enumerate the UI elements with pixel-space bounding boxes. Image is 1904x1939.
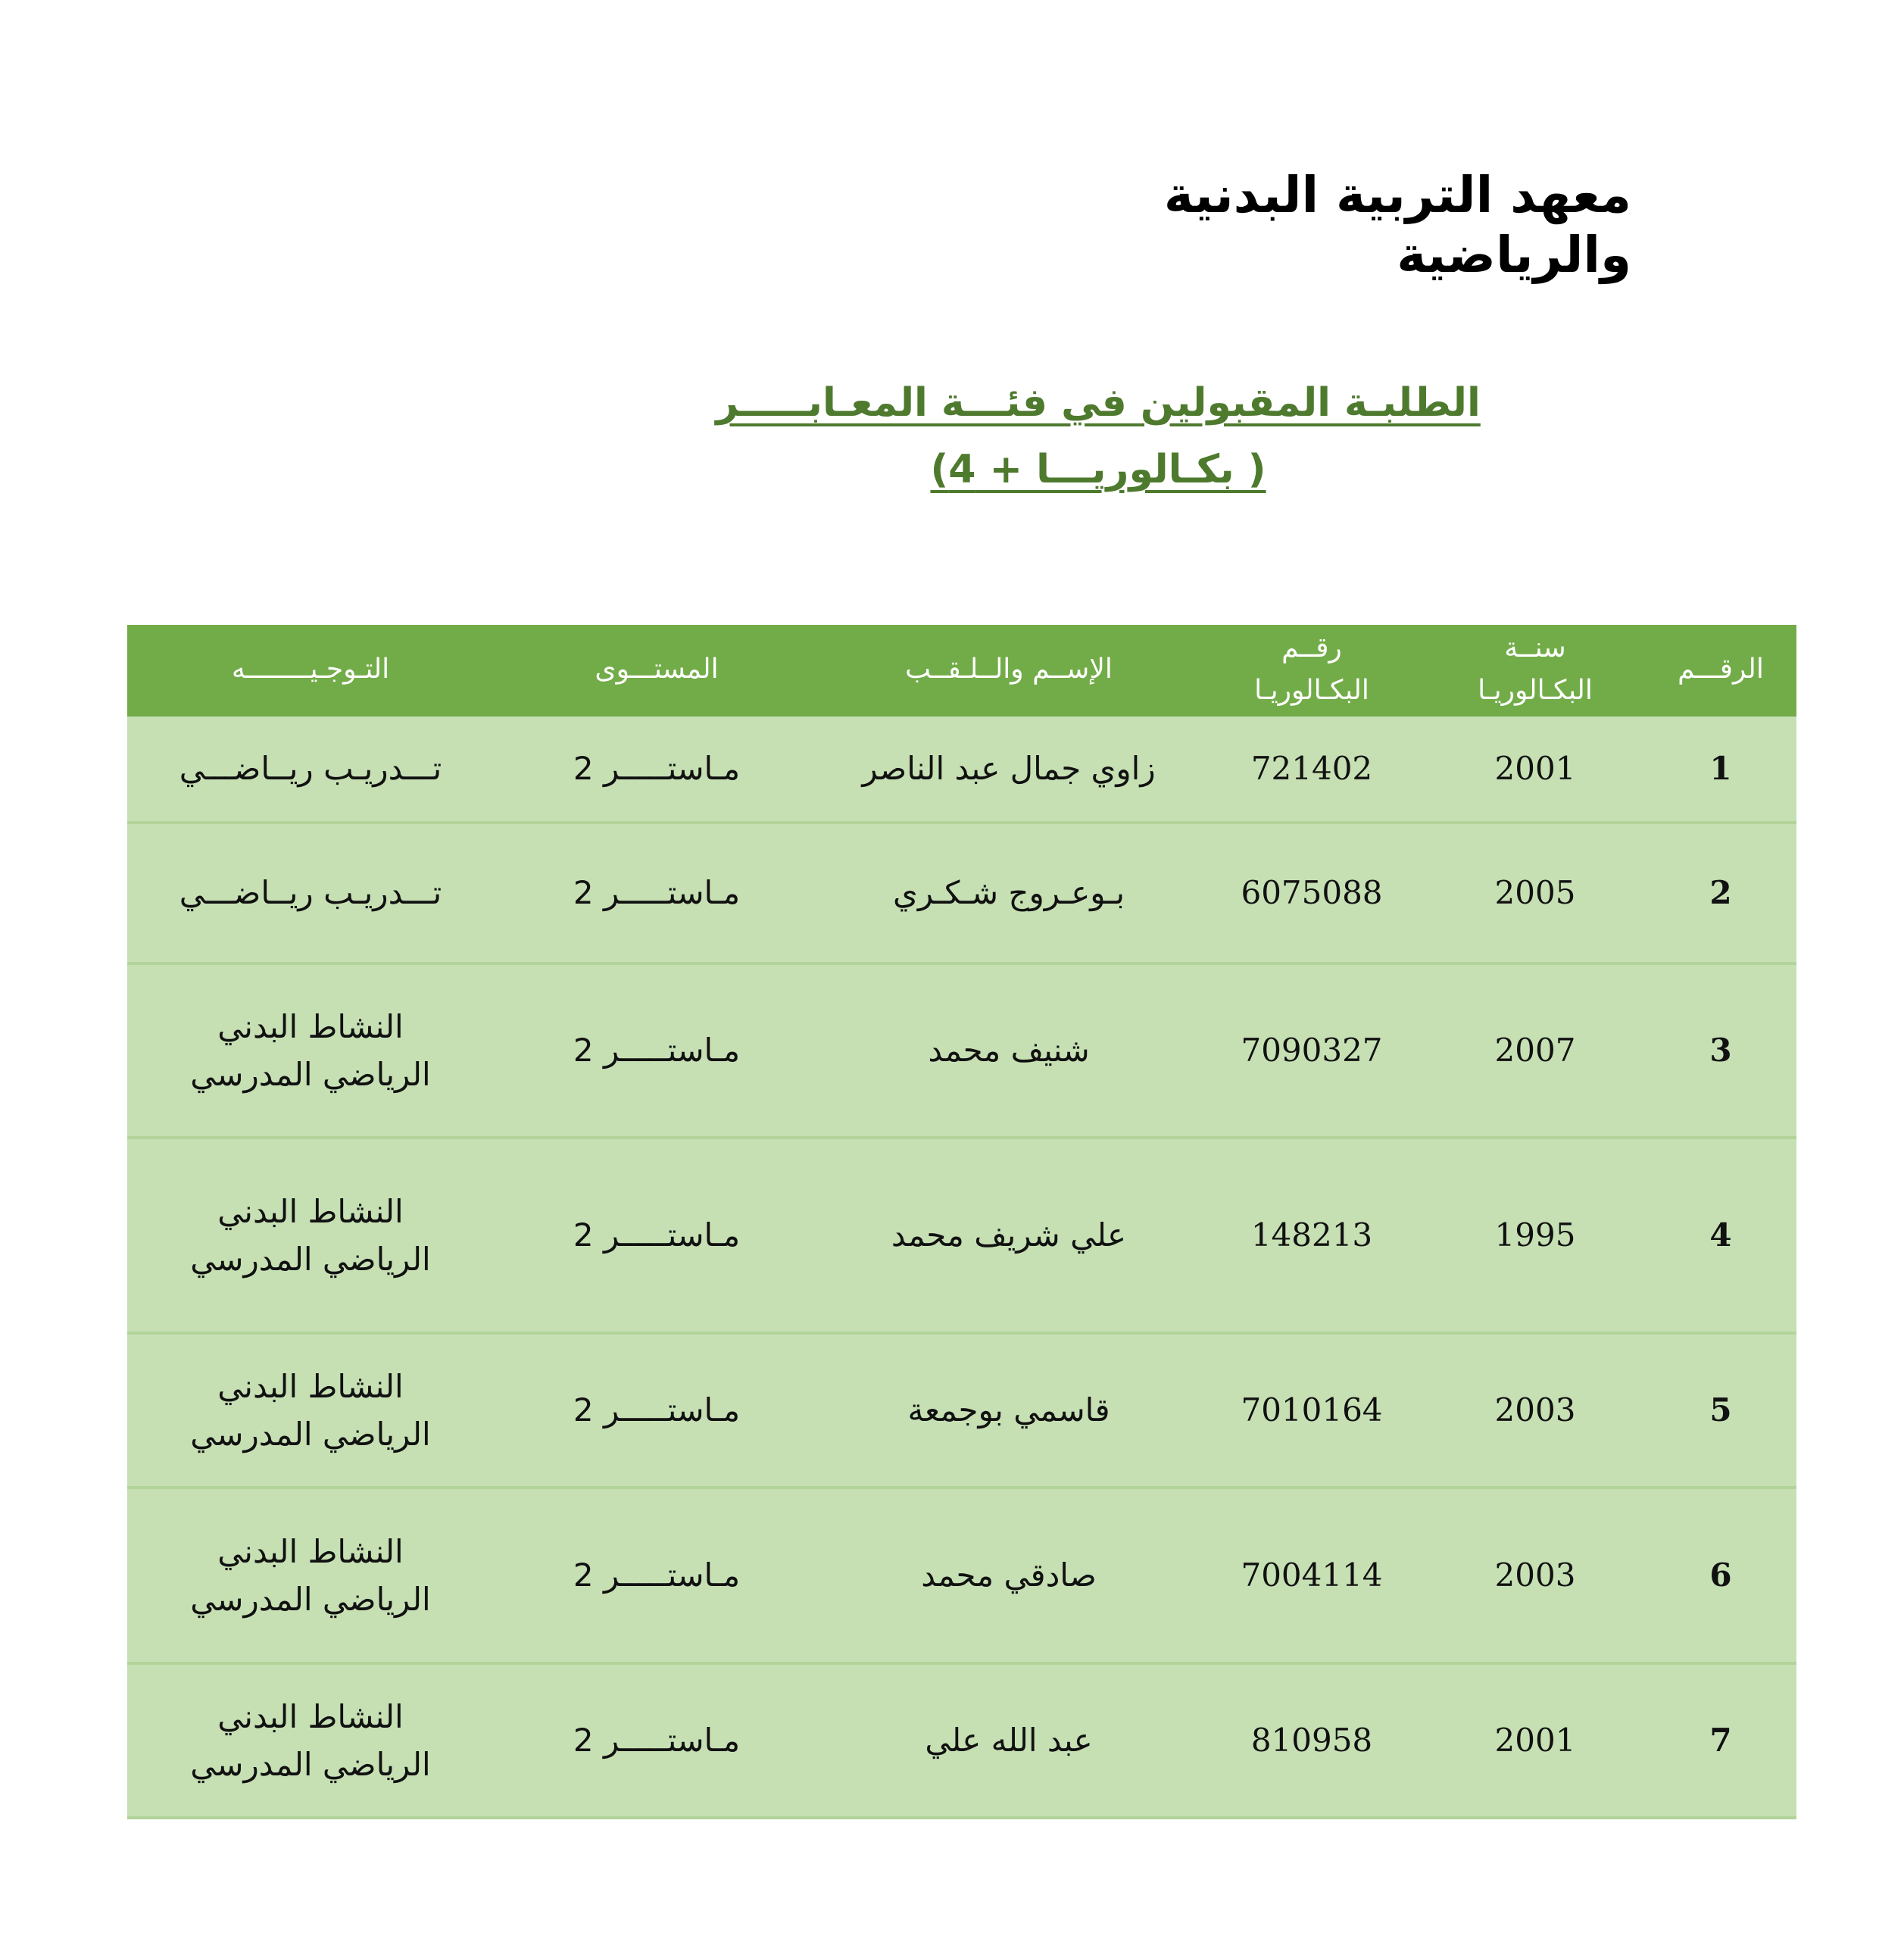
cell-bac-number: 148213: [1198, 1138, 1425, 1333]
cell-name: علي شريف محمد: [819, 1138, 1198, 1333]
table-header-row: [127, 625, 1796, 716]
page-subtitle: [606, 370, 1590, 504]
cell-num: 2: [1645, 823, 1796, 963]
cell-bac-year: 2003: [1425, 1488, 1645, 1663]
header-level: المستـــوى: [494, 625, 819, 716]
cell-bac-number: 7090327: [1198, 963, 1425, 1138]
cell-orientation: النشاط البدني الرياضي المدرسي: [127, 1138, 494, 1333]
cell-name: صادقي محمد: [819, 1488, 1198, 1663]
cell-bac-number: 810958: [1198, 1663, 1425, 1818]
institute-title: معهد التربية البدنية والرياضية: [1163, 166, 1631, 285]
table-row: [127, 963, 1796, 1138]
cell-level: مـاستـــــر 2: [494, 716, 819, 823]
cell-num: 5: [1645, 1333, 1796, 1488]
cell-orientation: تـــدريـب ريــاضـــي: [127, 823, 494, 963]
cell-orientation: النشاط البدني الرياضي المدرسي: [127, 1333, 494, 1488]
cell-level: مـاستـــــر 2: [494, 1488, 819, 1663]
cell-num: 1: [1645, 716, 1796, 823]
cell-bac-number: 7004114: [1198, 1488, 1425, 1663]
table-row: [127, 1138, 1796, 1333]
cell-bac-number: 7010164: [1198, 1333, 1425, 1488]
cell-bac-year: 2001: [1425, 1663, 1645, 1818]
cell-orientation: النشاط البدني الرياضي المدرسي: [127, 1663, 494, 1818]
header-orientation: التـوجـيــــــــه: [127, 625, 494, 716]
cell-bac-number: 721402: [1198, 716, 1425, 823]
subtitle-line-2: ( بكـالوريـــا + 4): [930, 447, 1266, 493]
header-bac-number: رقــم البكـالوريـا: [1198, 625, 1425, 716]
cell-name: قاسمي بوجمعة: [819, 1333, 1198, 1488]
cell-bac-year: 2005: [1425, 823, 1645, 963]
cell-name: شنيف محمد: [819, 963, 1198, 1138]
cell-num: 6: [1645, 1488, 1796, 1663]
cell-level: مـاستـــــر 2: [494, 1138, 819, 1333]
cell-orientation: النشاط البدني الرياضي المدرسي: [127, 1488, 494, 1663]
cell-bac-number: 6075088: [1198, 823, 1425, 963]
cell-bac-year: 2001: [1425, 716, 1645, 823]
cell-name: عبد الله علي: [819, 1663, 1198, 1818]
table-row: [127, 1663, 1796, 1818]
table-row: [127, 1333, 1796, 1488]
cell-name: بـوعـروج شـكـري: [819, 823, 1198, 963]
students-table: [127, 625, 1796, 1819]
table-row: [127, 716, 1796, 823]
table-row: [127, 1488, 1796, 1663]
cell-level: مـاستـــــر 2: [494, 1663, 819, 1818]
cell-bac-year: 2007: [1425, 963, 1645, 1138]
cell-num: 4: [1645, 1138, 1796, 1333]
cell-orientation: النشاط البدني الرياضي المدرسي: [127, 963, 494, 1138]
cell-bac-year: 2003: [1425, 1333, 1645, 1488]
cell-orientation: تـــدريـب ريــاضـــي: [127, 716, 494, 823]
cell-level: مـاستـــــر 2: [494, 963, 819, 1138]
cell-num: 3: [1645, 963, 1796, 1138]
cell-level: مـاستـــــر 2: [494, 1333, 819, 1488]
cell-level: مـاستـــــر 2: [494, 823, 819, 963]
header-name: الإســم والــلـقــب: [819, 625, 1198, 716]
header-num: الرقـــم: [1645, 625, 1796, 716]
cell-bac-year: 1995: [1425, 1138, 1645, 1333]
subtitle-line-1: الطلبـة المقبولين في فئـــة المعـابـــــر: [716, 380, 1481, 426]
cell-name: زاوي جمال عبد الناصر: [819, 716, 1198, 823]
header-bac-year: سنــة البكـالوريـا: [1425, 625, 1645, 716]
table-row: [127, 823, 1796, 963]
cell-num: 7: [1645, 1663, 1796, 1818]
